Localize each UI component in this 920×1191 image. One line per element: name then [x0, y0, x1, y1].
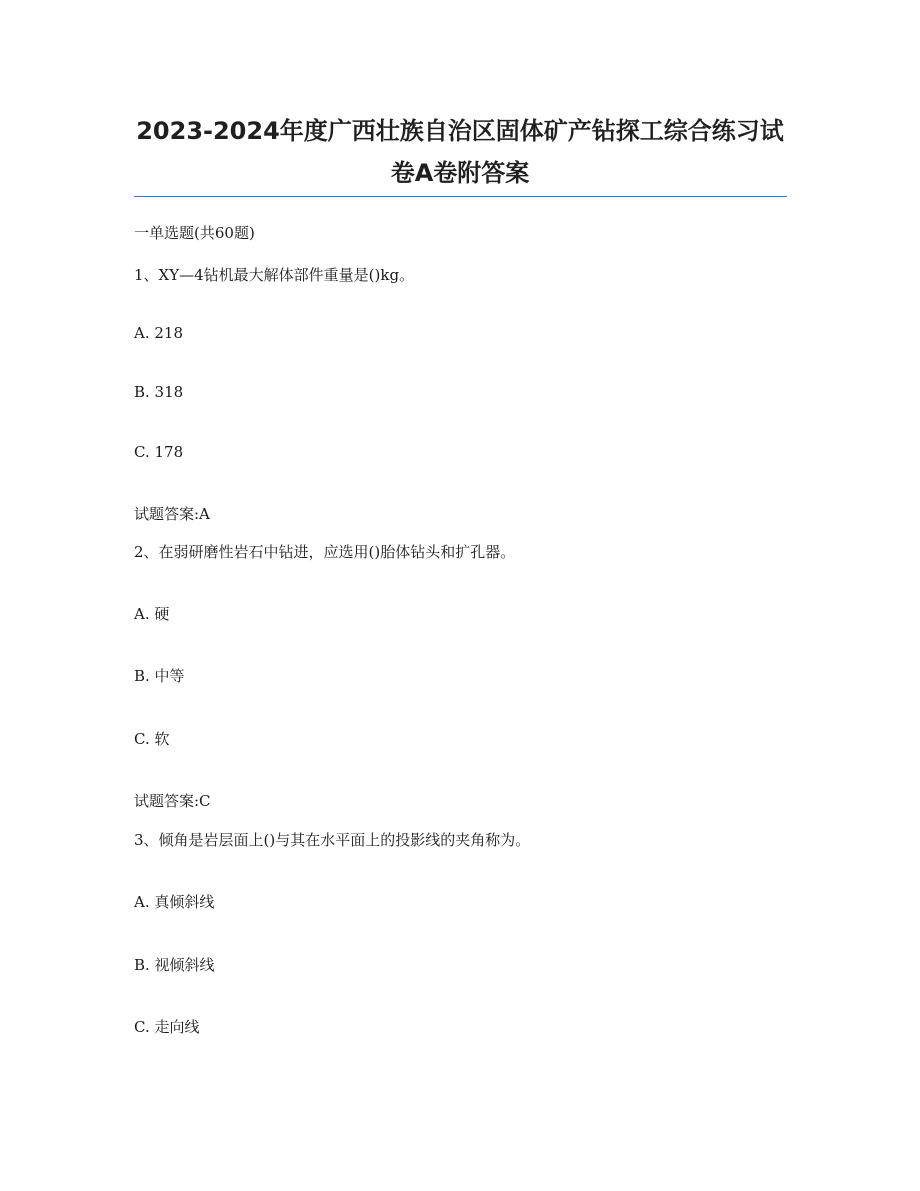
section-header: 一单选题(共60题)	[134, 224, 255, 242]
document-title-line-1: 2023-2024年度广西壮族自治区固体矿产钻探工综合练习试	[136, 117, 784, 145]
question-2-option-a: A. 硬	[134, 605, 170, 623]
question-2-option-b: B. 中等	[134, 667, 185, 685]
document-title-line-2: 卷A卷附答案	[390, 159, 530, 187]
question-2-stem: 2、在弱研磨性岩石中钻进，应选用()胎体钻头和扩孔器。	[134, 543, 516, 561]
question-2-answer: 试题答案:C	[134, 792, 211, 810]
question-1-option-c: C. 178	[134, 443, 184, 461]
question-1-answer: 试题答案:A	[134, 505, 210, 523]
question-1-option-a: A. 218	[134, 324, 183, 342]
question-3-option-c: C. 走向线	[134, 1018, 200, 1036]
question-1-option-b: B. 318	[134, 383, 184, 401]
question-1-stem: 1、XY—4钻机最大解体部件重量是()kg。	[134, 266, 415, 284]
question-2-option-c: C. 软	[134, 730, 170, 748]
title-divider	[134, 196, 787, 197]
question-3-option-a: A. 真倾斜线	[134, 893, 215, 911]
question-3-stem: 3、倾角是岩层面上()与其在水平面上的投影线的夹角称为。	[134, 831, 531, 849]
question-3-option-b: B. 视倾斜线	[134, 956, 215, 974]
